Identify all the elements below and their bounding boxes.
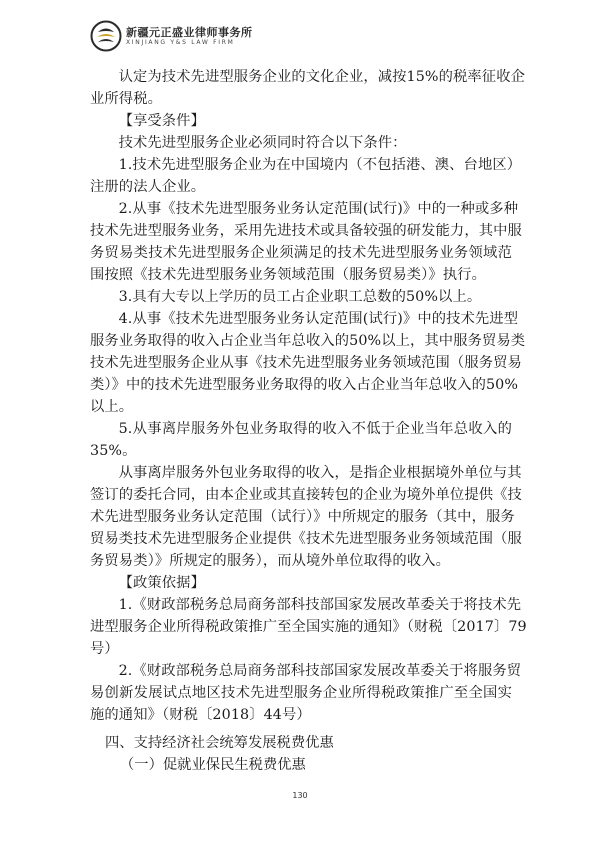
- body-line: 类）》中的技术先进型服务业务取得的收入占企业当年总收入的50%: [90, 377, 519, 393]
- body-line: 号）: [90, 641, 119, 657]
- body-line: 1.技术先进型服务企业为在中国境内（不包括港、澳、台地区）: [118, 157, 522, 173]
- firm-name-cn: 新疆元正盛业律师事务所: [126, 26, 253, 39]
- body-line: 认定为技术先进型服务企业的文化企业，减按15%的税率征收企: [118, 69, 525, 85]
- body-line: 贸易类技术先进型服务企业提供《技术先进型服务业务领域范围（服: [90, 531, 522, 547]
- body-line: 术先进型服务业务认定范围（试行）》中所规定的服务（其中，服务: [90, 509, 515, 525]
- page-number: 130: [292, 791, 308, 800]
- body-line: 2.从事《技术先进型服务业务认定范围(试行)》中的一种或多种: [118, 201, 519, 217]
- body-line: 4.从事《技术先进型服务业务认定范围(试行)》中的技术先进型: [118, 311, 519, 327]
- body-line: 进型服务企业所得税政策推广至全国实施的通知》（财税〔2017〕79: [90, 619, 527, 635]
- body-line: 35%。: [90, 443, 137, 459]
- firm-logo-icon: [90, 20, 122, 52]
- body-line: 1.《财政部税务总局商务部科技部国家发展改革委关于将技术先: [118, 597, 522, 613]
- firm-name-en: XINJIANG Y&S LAW FIRM: [126, 39, 235, 46]
- body-line: 3.具有大专以上学历的员工占企业职工总数的50%以上。: [118, 289, 482, 305]
- body-line: 施的通知》（财税〔2018〕44号）: [90, 707, 311, 723]
- body-line: 【享受条件】: [118, 113, 205, 129]
- body-line: 务贸易类）》所规定的服务），而从境外单位取得的收入。: [90, 553, 451, 569]
- body-line: 以上。: [90, 399, 134, 415]
- body-line: 签订的委托合同，由本企业或其直接转包的企业为境外单位提供《技: [90, 487, 522, 503]
- body-line: 围按照《技术先进型服务业务领域范围（服务贸易类）》执行。: [90, 267, 486, 283]
- body-line: 技术先进型服务企业必须同时符合以下条件：: [118, 135, 407, 151]
- section-heading: 四、支持经济社会统筹发展税费优惠: [105, 735, 334, 751]
- body-line: 技术先进型服务业务，采用先进技术或具备较强的研发能力，其中服: [90, 223, 522, 239]
- body-line: 业所得税。: [90, 91, 162, 107]
- body-line: 5.从事离岸服务外包业务取得的收入不低于企业当年总收入的: [118, 421, 512, 437]
- body-line: 易创新发展试点地区技术先进型服务企业所得税政策推广至全国实: [90, 685, 512, 701]
- body-line: 务贸易类技术先进型服务企业须满足的技术先进型服务业务领域范: [90, 245, 512, 261]
- body-line: 【政策依据】: [118, 575, 205, 591]
- body-line: 技术先进型服务企业从事《技术先进型服务业务领域范围（服务贸易: [90, 355, 522, 371]
- body-line: 服务业务取得的收入占企业当年总收入的50%以上，其中服务贸易类: [90, 333, 526, 349]
- body-line: 2.《财政部税务总局商务部科技部国家发展改革委关于将服务贸: [118, 663, 522, 679]
- subsection-heading: （一）促就业保民生税费优惠: [120, 757, 306, 773]
- body-line: 注册的法人企业。: [90, 179, 206, 195]
- body-line: 从事离岸服务外包业务取得的收入，是指企业根据境外单位与其: [118, 465, 522, 481]
